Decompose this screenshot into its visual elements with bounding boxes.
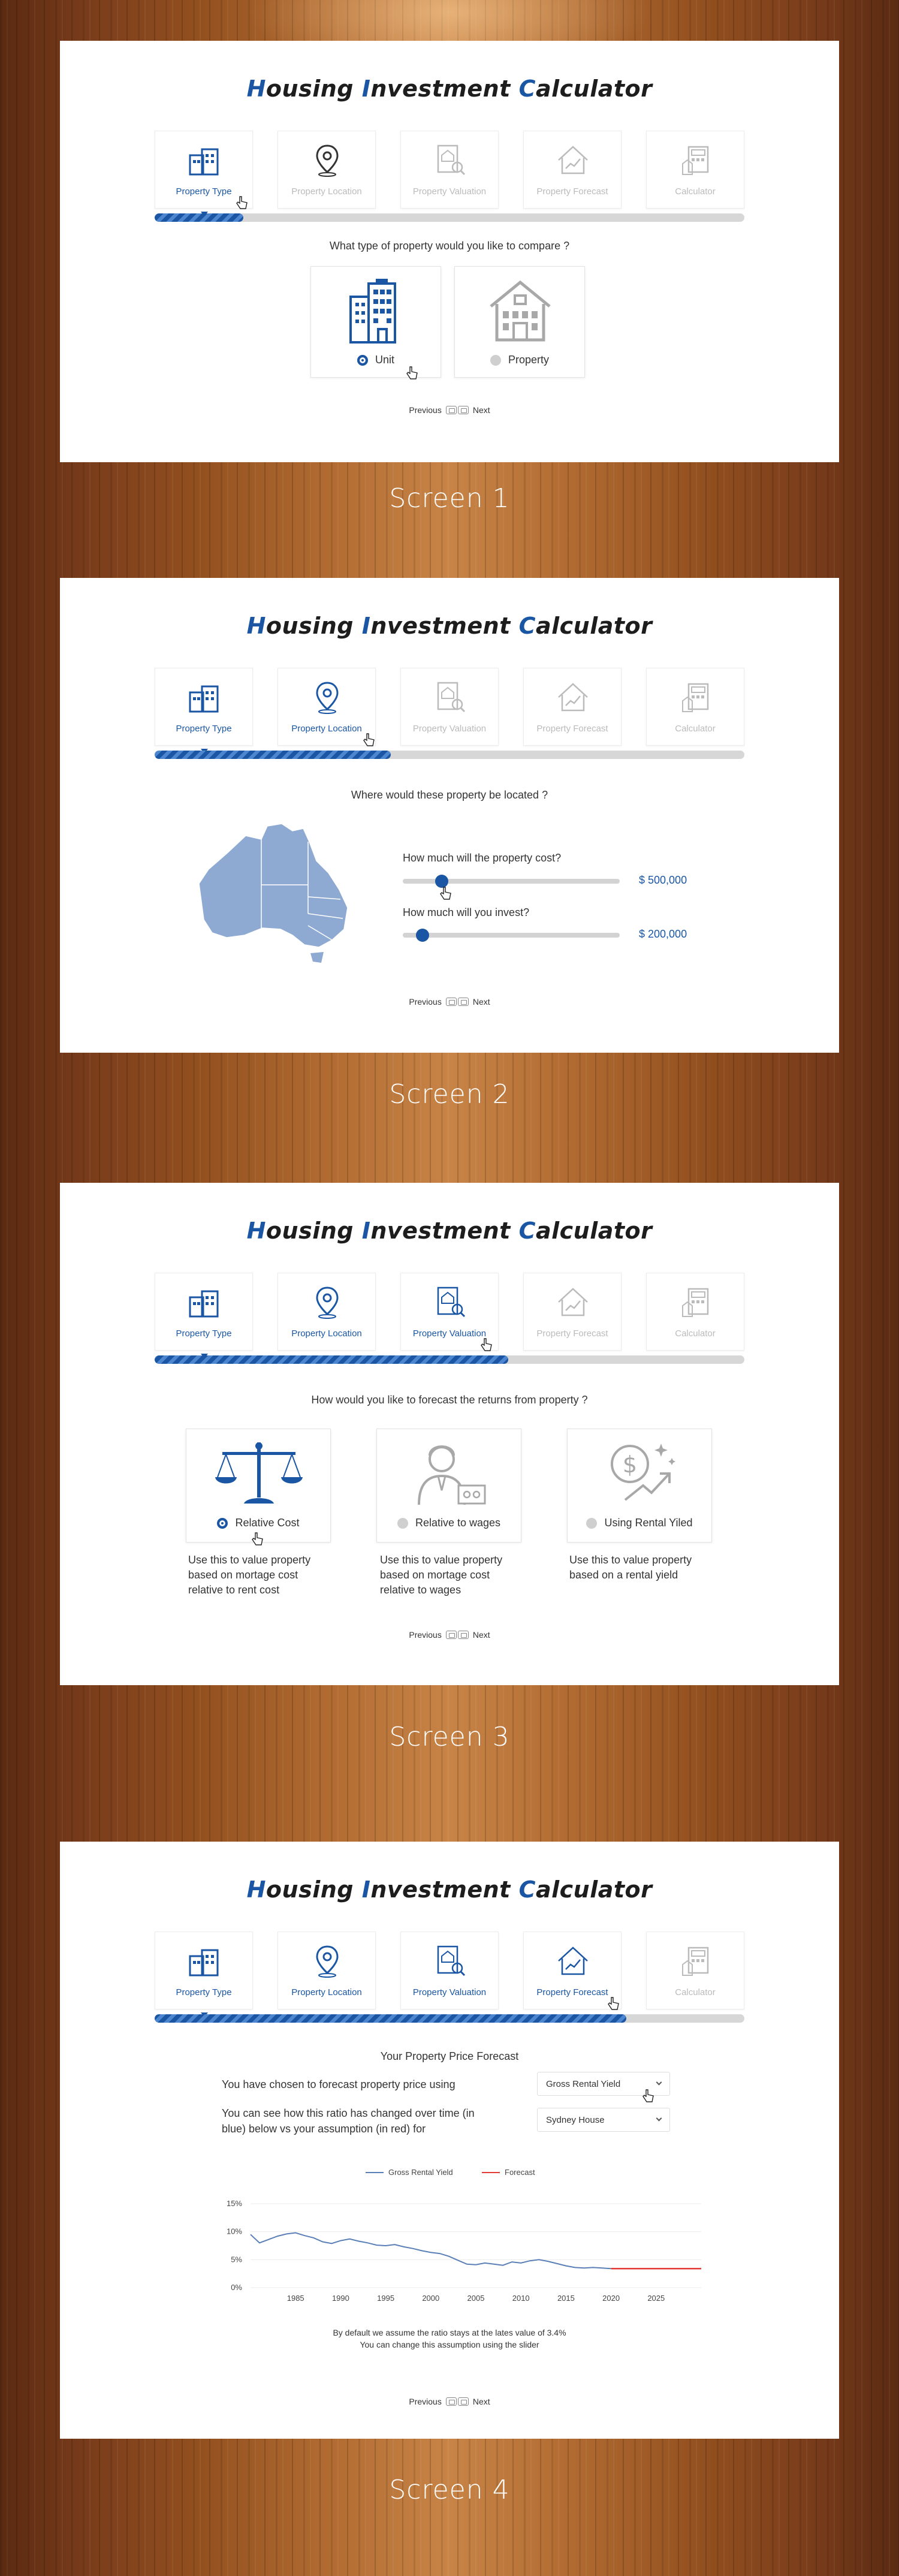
x-tick-label: 2015 [557, 2294, 575, 2303]
step-nav [155, 668, 744, 746]
screen-label: Screen 2 [389, 1079, 510, 1110]
x-tick-label: 1990 [331, 2294, 349, 2303]
progress-fill [155, 2014, 626, 2023]
question-text: Where would these property be located ? [351, 789, 548, 801]
cost-value: $ 500,000 [639, 874, 687, 886]
series-line-rental-yield [251, 2233, 611, 2269]
building-icon [186, 1284, 222, 1320]
step-property-valuation[interactable] [400, 668, 499, 746]
step-property-location[interactable] [277, 131, 376, 209]
svg-text:$: $ [622, 1451, 638, 1478]
radio-unselected[interactable] [397, 1518, 408, 1529]
step-label: Property Forecast [536, 186, 608, 197]
chevron-down-icon [656, 2116, 662, 2122]
progress-bar [155, 751, 744, 759]
house-chart-icon [555, 1943, 591, 1979]
keyboard-key-icon [458, 406, 469, 414]
option-label: Relative to wages [377, 1517, 521, 1529]
step-property-location[interactable] [277, 1932, 376, 2009]
option-description: Use this to value property based on a rental yield [569, 1554, 692, 1581]
select-value: Gross Rental Yield [546, 2079, 621, 2089]
valuation-document-icon [432, 679, 468, 715]
location-pin-icon [309, 1943, 345, 1979]
app-title: Housing Investment Calculator [246, 1218, 653, 1244]
step-label: Property Forecast [536, 724, 608, 734]
radio-selected[interactable] [357, 355, 368, 366]
step-label: Calculator [675, 186, 716, 197]
step-label: Property Location [291, 1987, 362, 1997]
ratio-history-text: You can see how this ratio has changed over time (in blue) below vs your assumption (in red) for [222, 2107, 475, 2135]
y-tick-label: 10% [226, 2226, 242, 2236]
pager [60, 2396, 839, 2406]
hand-cursor-icon [362, 733, 375, 748]
rental-yield-chart [222, 2167, 701, 2304]
x-tick-label: 2025 [647, 2294, 665, 2303]
hand-cursor-icon [607, 1996, 620, 2012]
step-label: Property Valuation [412, 724, 487, 734]
radio-selected[interactable] [217, 1518, 228, 1529]
x-tick-label: 2010 [512, 2294, 530, 2303]
step-nav [155, 1932, 744, 2009]
step-label: Property Forecast [536, 1987, 608, 1997]
previous-link[interactable]: Previous [409, 405, 442, 415]
hand-cursor-icon [251, 1532, 264, 1547]
next-link[interactable]: Next [472, 405, 490, 415]
cost-question: How much will the property cost? [403, 852, 562, 864]
keyboard-key-icon [458, 998, 469, 1006]
location-pin-icon [309, 679, 345, 715]
location-pin-icon [309, 142, 345, 178]
calculator-icon [678, 1284, 714, 1320]
keyboard-key-icon [446, 1631, 457, 1639]
step-label: Property Valuation [412, 1328, 487, 1339]
step-label: Calculator [675, 1328, 716, 1339]
step-label: Property Forecast [536, 1328, 608, 1339]
keyboard-key-icon [458, 2397, 469, 2406]
hand-cursor-icon [641, 2089, 654, 2104]
building-icon [186, 679, 222, 715]
next-link[interactable]: Next [472, 997, 490, 1007]
option-description: Use this to value property based on mortage cost relative to rent cost [188, 1554, 311, 1596]
step-calculator[interactable] [646, 1932, 744, 2009]
question-text: What type of property would you like to compare ? [329, 240, 570, 252]
y-tick-label: 5% [231, 2255, 242, 2264]
step-nav [155, 1273, 744, 1351]
house-chart-icon [555, 1284, 591, 1320]
pager [60, 1629, 839, 1640]
step-label: Calculator [675, 1987, 716, 1997]
scales-icon [214, 1440, 304, 1506]
calculator-icon [678, 1943, 714, 1979]
worker-icon [411, 1438, 488, 1507]
australia-map[interactable] [191, 818, 358, 968]
screen-label: Screen 1 [389, 483, 510, 514]
keyboard-key-icon [446, 406, 457, 414]
step-label: Calculator [675, 724, 716, 734]
step-property-type[interactable] [155, 1932, 253, 2009]
screen-label: Screen 3 [389, 1722, 510, 1752]
forecast-heading: Your Property Price Forecast [380, 2050, 519, 2062]
next-link[interactable]: Next [472, 1630, 490, 1640]
option-card-relative-cost[interactable] [186, 1429, 331, 1542]
keyboard-key-icon [446, 998, 457, 1006]
next-link[interactable]: Next [472, 2397, 490, 2407]
step-property-location[interactable] [277, 668, 376, 746]
valuation-document-icon [432, 142, 468, 178]
previous-link[interactable]: Previous [409, 1630, 442, 1640]
step-property-type[interactable] [155, 1273, 253, 1351]
step-label: Property Valuation [412, 1987, 487, 1997]
market-select[interactable] [537, 2108, 670, 2132]
radio-unselected[interactable] [586, 1518, 597, 1529]
keyboard-key-icon [458, 1631, 469, 1639]
step-label: Property Location [291, 1328, 362, 1339]
dollar-growth-icon [601, 1438, 679, 1507]
step-label: Property Location [291, 186, 362, 197]
hand-cursor-icon [405, 366, 418, 381]
step-calculator[interactable] [646, 668, 744, 746]
progress-fill [155, 751, 391, 759]
x-tick-label: 2020 [602, 2294, 620, 2303]
progress-bar [155, 2014, 744, 2023]
x-tick-label: 2005 [467, 2294, 485, 2303]
previous-link[interactable]: Previous [409, 997, 442, 1007]
app-title: Housing Investment Calculator [246, 76, 653, 102]
location-pin-icon [309, 1284, 345, 1320]
step-calculator[interactable] [646, 131, 744, 209]
progress-fill [155, 213, 243, 222]
default-assumption-note: By default we assume the ratio stays at the lates value of 3.4% You can change this assumption using the slider [333, 2328, 566, 2349]
step-property-forecast[interactable] [523, 1273, 622, 1351]
app-title: Housing Investment Calculator [246, 1876, 653, 1903]
step-label: Property Type [176, 186, 232, 197]
option-card-rental-yield[interactable] [567, 1429, 712, 1542]
calculator-icon [678, 679, 714, 715]
building-icon [186, 1943, 222, 1979]
step-property-forecast[interactable] [523, 668, 622, 746]
app-title: Housing Investment Calculator [246, 613, 653, 639]
step-label: Property Valuation [412, 186, 487, 197]
option-card-property[interactable] [454, 266, 585, 378]
option-label: Relative Cost [186, 1517, 330, 1529]
screen-3-panel [60, 1183, 839, 1685]
option-label: Property [455, 354, 584, 366]
forecast-method-text: You have chosen to forecast property price using [222, 2078, 455, 2090]
step-property-valuation[interactable] [400, 131, 499, 209]
house-chart-icon [555, 679, 591, 715]
question-text: How would you like to forecast the returns from property ? [311, 1394, 588, 1406]
option-description: Use this to value property based on mortage cost relative to wages [380, 1554, 503, 1596]
option-card-relative-wages[interactable] [376, 1429, 521, 1542]
house-icon [487, 278, 553, 344]
invest-question: How much will you invest? [403, 906, 530, 918]
invest-slider-thumb[interactable] [416, 929, 429, 942]
step-label: Property Type [176, 1328, 232, 1339]
step-property-valuation[interactable] [400, 1932, 499, 2009]
apartment-building-icon [348, 278, 406, 344]
step-label: Property Type [176, 724, 232, 734]
step-label: Property Type [176, 1987, 232, 1997]
screen-4-panel [60, 1842, 839, 2439]
x-tick-label: 1985 [286, 2294, 304, 2303]
valuation-document-icon [432, 1284, 468, 1320]
select-value: Sydney House [546, 2115, 605, 2125]
chevron-down-icon [656, 2080, 662, 2086]
y-tick-label: 15% [226, 2199, 242, 2208]
legend-label: Forecast [505, 2168, 535, 2177]
option-label: Unit [311, 354, 441, 366]
previous-link[interactable]: Previous [409, 2397, 442, 2407]
x-tick-label: 1995 [377, 2294, 395, 2303]
screen-2-panel [60, 578, 839, 1053]
keyboard-key-icon [446, 2397, 457, 2406]
legend-label: Gross Rental Yield [388, 2168, 453, 2177]
hand-cursor-icon [235, 195, 248, 211]
step-calculator[interactable] [646, 1273, 744, 1351]
y-tick-label: 0% [231, 2283, 242, 2292]
x-tick-label: 2000 [422, 2294, 440, 2303]
progress-bar [155, 1355, 744, 1364]
step-label: Property Location [291, 724, 362, 734]
pager [60, 405, 839, 415]
step-property-type[interactable] [155, 668, 253, 746]
hand-cursor-icon [479, 1337, 493, 1353]
option-label: Using Rental Yiled [568, 1517, 711, 1529]
house-chart-icon [555, 142, 591, 178]
pager [60, 996, 839, 1007]
progress-fill [155, 1355, 508, 1364]
hand-cursor-icon [439, 886, 452, 902]
option-card-unit[interactable] [310, 266, 441, 378]
step-property-location[interactable] [277, 1273, 376, 1351]
valuation-document-icon [432, 1943, 468, 1979]
screen-1-panel [60, 41, 839, 462]
screen-label: Screen 4 [389, 2475, 510, 2505]
invest-value: $ 200,000 [639, 928, 687, 940]
progress-bar [155, 213, 744, 222]
radio-unselected[interactable] [490, 355, 501, 366]
step-property-forecast[interactable] [523, 131, 622, 209]
building-icon [186, 142, 222, 178]
invest-slider[interactable] [403, 933, 620, 938]
calculator-icon [678, 142, 714, 178]
